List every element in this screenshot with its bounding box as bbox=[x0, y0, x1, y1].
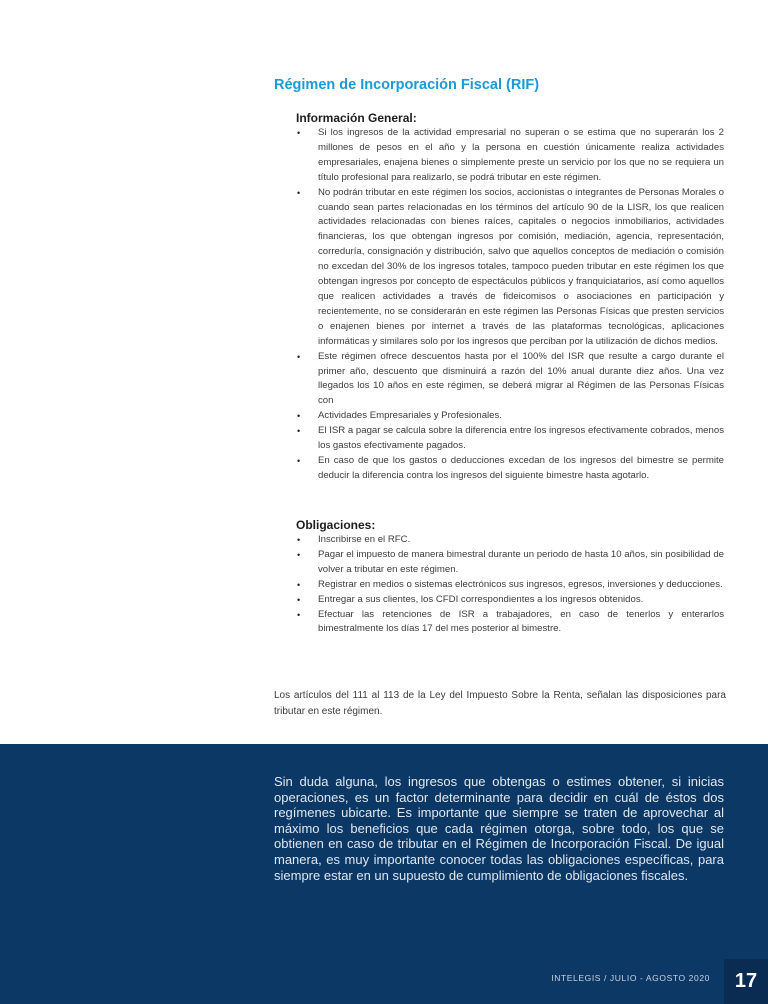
page-folio: INTELEGIS / JULIO - AGOSTO 2020 bbox=[551, 973, 710, 983]
obligaciones-list bbox=[296, 533, 724, 637]
bullet-icon: • bbox=[297, 187, 301, 198]
footer-paragraph: Los artículos del 111 al 113 de la Ley del Impuesto Sobre la Renta, señalan las disposiciones para tributar en este régimen. bbox=[274, 690, 726, 717]
list-item: • Efectuar las retenciones de ISR a trabajadores, en caso de tenerlos y enterarlos bimestralmente los días 17 del mes posterior al bimestre. bbox=[297, 608, 724, 635]
bullet-icon: • bbox=[297, 594, 301, 605]
bullet-icon: • bbox=[297, 579, 301, 590]
bullet-icon: • bbox=[297, 411, 301, 422]
list-item: • Registrar en medios o sistemas electrónicos sus ingresos, egresos, inversiones y deducciones. bbox=[296, 578, 724, 593]
list-item: • Actividades Empresariales y Profesionales. bbox=[296, 409, 724, 424]
bullet-icon: • bbox=[297, 128, 301, 138]
list-item: • El ISR a pagar se calcula sobre la diferencia entre los ingresos efectivamente cobrados, menos los gastos efectivamente pagados. bbox=[297, 425, 724, 452]
page-number: 17 bbox=[724, 959, 768, 1004]
list-item: • Inscribirse en el RFC. bbox=[296, 533, 724, 548]
bullet-icon: • bbox=[297, 351, 301, 362]
list-item: • Si los ingresos de la actividad empresarial no superan o se estima que no superarán los 2 millones de pesos en el año y la persona en cuestión únicamente realiza actividades empresariales, enajena bienes o simplemente preste un servicio por los que no se requiera un título profesional para realizarlo, se podrá tributar en este régimen. bbox=[297, 127, 724, 183]
list-item: • Entregar a sus clientes, los CFDI correspondientes a los ingresos obtenidos. bbox=[296, 593, 724, 608]
highlight-paragraph: Sin duda alguna, los ingresos que obtengas o estimes obtener, si inicias operaciones, es un factor determinante para decidir en cuál de éstos dos regímenes ubicarte. Es importante que siempre se traten de aprovechar al máximo los beneficios que cada régimen otorga, sobre todo, los que se obtienen en caso de tributar en el Régimen de Incorporación Fiscal. De igual manera, es muy importante conocer todas las obligaciones específicas, para siempre estar en un supuesto de cumplimiento de obligaciones fiscales. bbox=[274, 774, 724, 883]
list-item: • Este régimen ofrece descuentos hasta por el 100% del ISR que resulte a cargo durante el primer año, descuento que disminuirá a razón del 10% anual durante diez años. Una vez llegados los 10 años en este régimen, se deberá migrar al Régimen de las Personas Físicas con bbox=[297, 350, 724, 407]
bullet-icon: • bbox=[297, 455, 301, 466]
general-list bbox=[296, 126, 724, 484]
obligaciones-heading: Obligaciones: bbox=[296, 518, 376, 532]
list-item: • En caso de que los gastos o deducciones excedan de los ingresos del bimestre se permite deducir la diferencia contra los ingresos del siguiente bimestre hasta agotarlo. bbox=[297, 454, 724, 481]
bullet-icon: • bbox=[297, 535, 301, 545]
bullet-icon: • bbox=[297, 609, 301, 620]
list-item: • No podrán tributar en este régimen los socios, accionistas o integrantes de Personas Morales o cuando sean partes relacionadas en los términos del artículo 90 de la LISR, los que realicen actividades relacionadas con bienes raíces, capitales o negocios inmobiliarios, actividades financieras, los que obtengan ingresos por comisión, mediación, agencia, representación, correduría, consignación y distribución, salvo que aquellos conceptos de mediación o comisión no excedan del 30% de los ingresos totales, tampoco pueden tributar en este régimen los que obtengan ingresos por concepto de espectáculos públicos y franquiciatarios, así como aquellos que realicen actividades a través de fideicomisos o asociaciones en participación y recientemente, no se considerarán en este régimen las Personas Físicas que presten servicios o enajenen bienes por internet a través de las plataformas tecnológicas, aplicaciones informáticas y similares solo por los ingresos que perciban por la utilización de dichos medios. bbox=[297, 186, 724, 347]
bullet-icon: • bbox=[297, 549, 301, 560]
general-heading: Información General: bbox=[296, 111, 417, 125]
bullet-icon: • bbox=[297, 426, 301, 437]
list-item: • Pagar el impuesto de manera bimestral durante un periodo de hasta 10 años, sin posibilidad de volver a tributar en este régimen. bbox=[297, 548, 724, 575]
section-title: Régimen de Incorporación Fiscal (RIF) bbox=[274, 77, 540, 93]
